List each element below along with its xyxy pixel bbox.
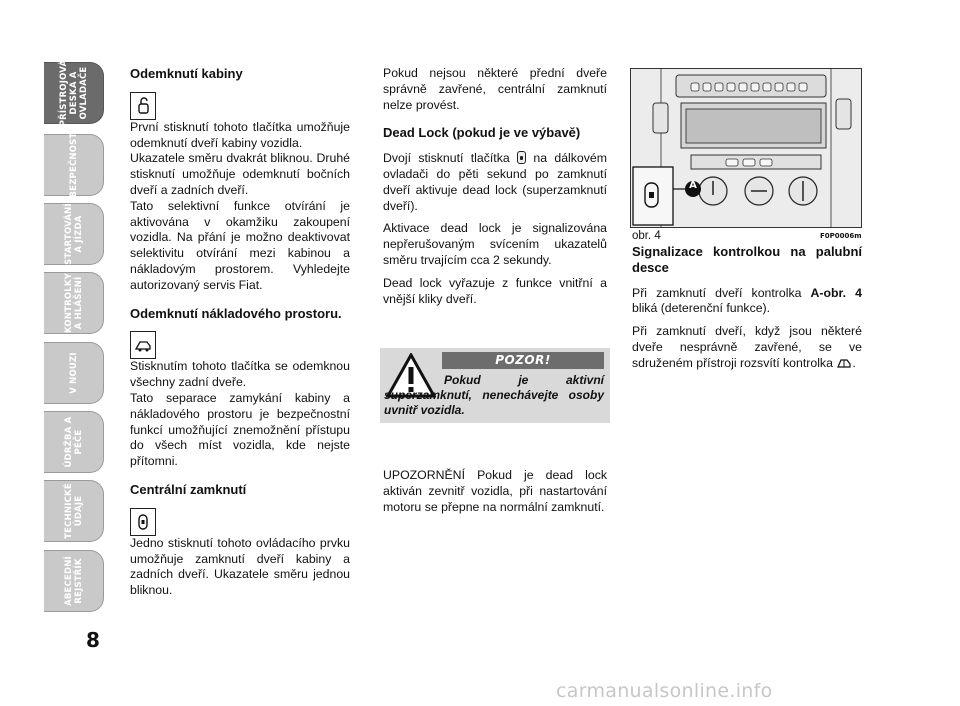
column-3 — [632, 244, 862, 372]
paragraph: Pokud nejsou některé přední dveře správně zavřené, centrální zamknutí nelze provést. — [383, 66, 607, 112]
tab-label: PŘÍSTROJOVÁ DESKA A OVLADAČE — [58, 59, 89, 127]
figure-reference: A-obr. 4 — [810, 285, 862, 300]
tab-label: ÚDRŽBA A PÉČE — [63, 416, 84, 468]
warning-box — [380, 348, 610, 423]
text: Stisknutím tohoto tlačítka se odemknou všechny zadní dveře. — [130, 359, 350, 390]
heading-dashboard-signal: Signalizace kontrolkou na palubní desce — [632, 244, 862, 275]
door-warning-lamp-icon — [836, 357, 852, 369]
watermark: carmanualsonline.info — [556, 680, 773, 702]
paragraph — [130, 331, 350, 391]
tab-kontrolky[interactable] — [44, 272, 104, 334]
page-number: 8 — [86, 628, 100, 652]
paragraph: Tato separace zamykání kabiny a nákladového prostoru je bezpečnostní funkcí umožňující znemožnění přístupu do všech míst vozidla, kde nejste přítomni. — [130, 390, 350, 469]
tab-label: STARTOVÁNÍ A JÍZDA — [63, 203, 84, 265]
text: Při zamknutí dveří kontrolka — [632, 285, 811, 300]
paragraph — [383, 151, 607, 214]
warning-text-block — [384, 373, 604, 418]
warning-text: Pokud je aktivní superzamknutí, nenechávejte osoby uvnitř vozidla. — [384, 373, 604, 417]
paragraph — [130, 92, 350, 152]
paragraph — [130, 508, 350, 599]
text: Při zamknutí dveří, když jsou některé dveře nesprávně zavřené, se ve sdruženém přístroji rozsvítí kontrolka — [632, 324, 862, 370]
tab-label: V NOUZI — [68, 352, 79, 394]
tab-rejstrik[interactable] — [44, 550, 104, 612]
paragraph: Ukazatele směru dvakrát bliknou. Druhé stisknutí umožňuje odemknutí bočních dveří a zadních dveří. — [130, 151, 350, 197]
paragraph — [632, 286, 862, 318]
figure-dashboard — [630, 68, 862, 228]
text: na dálkovém ovladači do pěti sekund po zamknutí dveří aktivuje dead lock (superzamknutí dveří). — [383, 151, 607, 213]
paragraph: Tato selektivní funkce otvírání je aktivována v okamžiku zakoupení vozidla. Na přání je možno deaktivovat selektivitu otvírání mezi kabinou a nákladovým prostorem. Vyhledejte autorizovaný servis Fiat. — [130, 198, 350, 292]
warning-title: POZOR! — [495, 353, 551, 367]
column-2 — [383, 66, 607, 307]
text: Dvojí stisknutí tlačítka — [383, 151, 510, 166]
tab-startovani[interactable] — [44, 203, 104, 265]
text: První stisknutí tohoto tlačítka umožňuje odemknutí dveří kabiny vozidla. — [130, 119, 350, 150]
cargo-unlock-button-icon — [130, 331, 156, 359]
figure-code: F0P0006m — [820, 232, 862, 240]
dashboard-illustration — [631, 69, 862, 228]
unlock-button-icon — [130, 92, 156, 120]
text: Jedno stisknutí tohoto ovládacího prvku umožňuje zamknutí dveří kabiny a zadních dveří. Ukazatele směru jednou bliknou. — [130, 535, 350, 598]
tab-bezpecnost[interactable] — [44, 134, 104, 196]
lock-key-icon — [517, 151, 526, 164]
text: . — [852, 355, 856, 370]
heading-unlock-cabin: Odemknutí kabiny — [130, 66, 243, 81]
paragraph: Dead lock vyřazuje z funkce vnitřní a vnější kliky dveří. — [383, 275, 607, 306]
lock-button-icon — [130, 508, 156, 536]
tab-technicke-udaje[interactable] — [44, 480, 104, 542]
figure-caption: obr. 4 — [632, 230, 661, 242]
heading-central-lock: Centrální zamknutí — [130, 481, 247, 497]
note-paragraph: UPOZORNĚNÍ Pokud je dead lock aktiván zevnitř vozidla, při nastartování motoru se přepne na normální zamknutí. — [383, 468, 607, 514]
tab-v-nouzi[interactable] — [44, 342, 104, 404]
tab-label: BEZPEČNOST — [68, 132, 79, 198]
text: bliká (deterenční funkce). — [632, 301, 771, 316]
tab-label: TECHNICKÉ ÚDAJE — [63, 483, 84, 539]
column-1 — [130, 66, 350, 599]
figure-callout-a: A — [689, 180, 697, 191]
paragraph — [632, 324, 862, 371]
warning-title-bar — [442, 352, 604, 369]
heading-dead-lock: Dead Lock (pokud je ve výbavě) — [383, 125, 581, 141]
tab-udrzba[interactable] — [44, 411, 104, 473]
tab-label: KONTROLKY A HLÁŠENÍ — [63, 272, 84, 334]
heading-unlock-cargo: Odemknutí nákladového prostoru. — [130, 305, 342, 321]
tab-label: ABECEDNÍ REJSTŘÍK — [63, 556, 84, 606]
paragraph: Aktivace dead lock je signalizována nepřerušovaným svícením ukazatelů směru trvajícím cca 2 sekundy. — [383, 221, 607, 267]
tab-pristrojova-deska[interactable] — [44, 59, 104, 127]
